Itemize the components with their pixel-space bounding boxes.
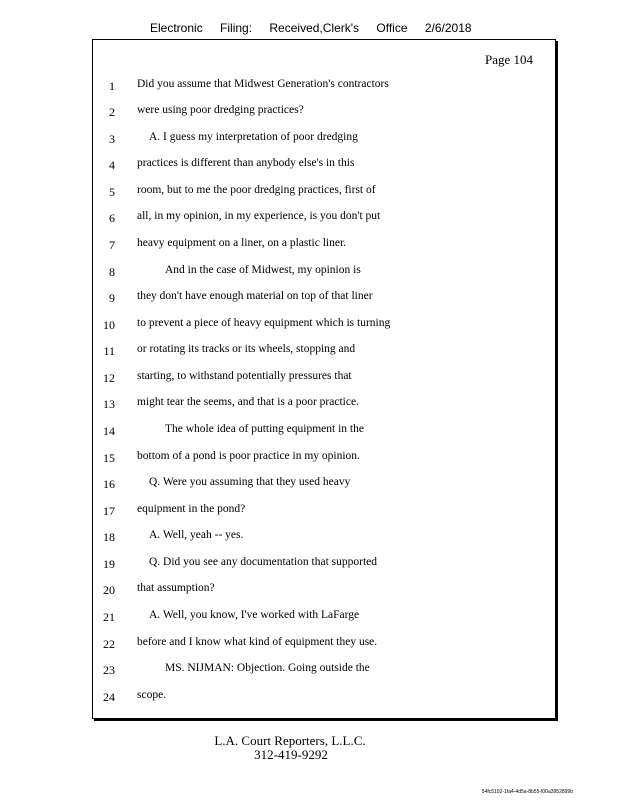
stamp-word: Electronic [150,21,203,35]
efiling-stamp [150,21,486,35]
line-text: before and I know what kind of equipment they use. [137,636,378,648]
line-number: 1 [109,79,115,93]
line-number: 13 [103,397,115,411]
line-number: 19 [103,557,115,571]
line-text: they don't have enough material on top of that liner [137,290,373,302]
line-number: 2 [109,105,115,119]
line-text: that assumption? [137,582,215,594]
line-number: 6 [109,211,115,225]
stamp-word: Office [376,21,408,35]
document-id: 54fc5102-1fa4-4d5a-8b55-f00a3952899b [481,789,573,795]
line-text: equipment in the pond? [137,503,246,515]
transcript-page [92,39,556,719]
line-number: 4 [109,158,115,172]
line-text: starting, to withstand potentially pressures that [137,370,352,382]
line-text: A. I guess my interpretation of poor dredging [149,131,358,143]
line-number: 5 [109,185,115,199]
stamp-word: 2/6/2018 [424,21,472,35]
line-text: The whole idea of putting equipment in the [165,423,364,435]
line-text: were using poor dredging practices? [137,104,304,116]
line-number: 18 [103,530,115,544]
line-text: to prevent a piece of heavy equipment which is turning [137,317,391,329]
line-number: 21 [103,610,115,624]
line-number: 9 [109,291,115,305]
line-text: And in the case of Midwest, my opinion is [165,264,361,276]
stamp-word: Filing: [220,21,253,35]
line-number: 7 [109,238,115,252]
page-footer [0,734,580,762]
line-text: Did you assume that Midwest Generation's contractors [137,78,389,90]
line-number: 11 [103,344,115,358]
line-number: 14 [103,424,115,438]
line-text: MS. NIJMAN: Objection. Going outside the [165,662,370,674]
line-text: scope. [137,689,167,701]
line-number: 10 [103,318,115,332]
line-text: bottom of a pond is poor practice in my opinion. [137,450,360,462]
reporter-company: L.A. Court Reporters, L.L.C. [214,733,366,748]
line-text: heavy equipment on a liner, on a plastic liner. [137,237,347,249]
line-text: A. Well, yeah -- yes. [149,529,244,541]
line-text: practices is different than anybody else's in this [137,157,355,169]
line-number: 15 [103,451,115,465]
line-text: Q. Were you assuming that they used heavy [149,476,351,488]
line-text: all, in my opinion, in my experience, is you don't put [137,210,381,222]
reporter-phone: 312-419-9292 [254,747,328,762]
line-text: Q. Did you see any documentation that supported [149,556,378,568]
line-number: 24 [103,690,115,704]
line-number: 17 [103,504,115,518]
line-number: 23 [103,663,115,677]
line-text: A. Well, you know, I've worked with LaFarge [149,609,360,621]
line-text: might tear the seems, and that is a poor practice. [137,396,359,408]
line-number: 12 [103,371,115,385]
line-number: 3 [109,132,115,146]
line-number: 22 [103,637,115,651]
line-number: 16 [103,477,115,491]
line-text: or rotating its tracks or its wheels, stopping and [137,343,356,355]
stamp-word: Received,Clerk's [269,21,360,35]
line-text: room, but to me the poor dredging practices, first of [137,184,376,196]
line-number: 20 [103,583,115,597]
line-number: 8 [109,265,115,279]
page-number: Page 104 [484,52,533,67]
